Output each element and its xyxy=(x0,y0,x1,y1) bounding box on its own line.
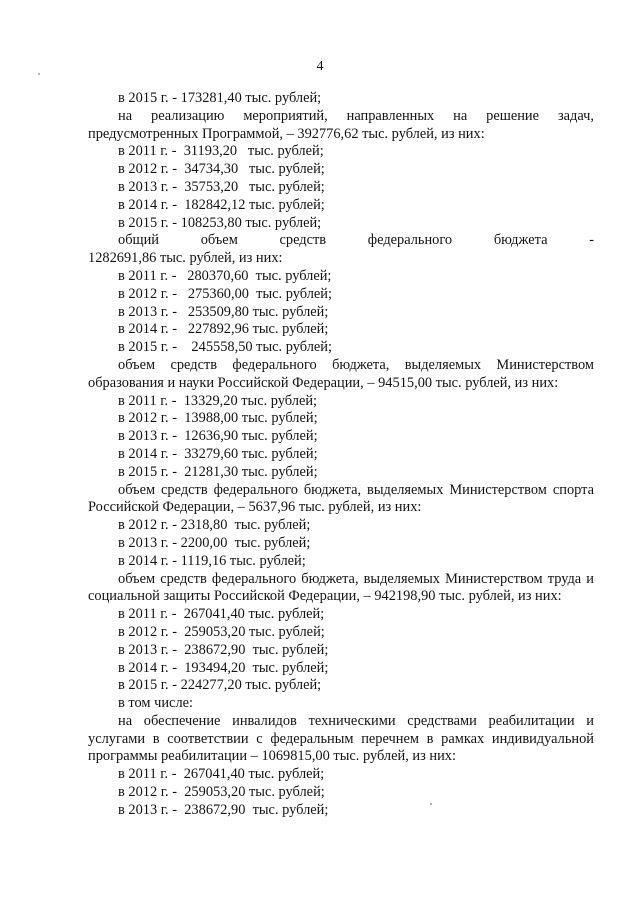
list-item: в 2015 г. - 21281,30 тыс. рублей; xyxy=(118,463,318,480)
scan-speck xyxy=(38,73,40,75)
paragraph-including: в том числе: xyxy=(118,695,194,712)
paragraph-federal-total-line2: 1282691,86 тыс. рублей, из них: xyxy=(88,250,283,267)
list-education-by-year xyxy=(88,393,594,482)
list-item: в 2011 г. - 31193,20 тыс. рублей; xyxy=(118,143,324,160)
list-item: в 2013 г. - 2200,00 тыс. рублей; xyxy=(118,534,311,551)
list-item: в 2012 г. - 2318,80 тыс. рублей; xyxy=(118,517,311,534)
list-item: в 2013 г. - 253509,80 тыс. рублей; xyxy=(118,303,329,320)
list-item: в 2015 г. - 173281,40 тыс. рублей; xyxy=(118,90,322,106)
list-rehabilitation-by-year xyxy=(88,766,594,819)
document-body xyxy=(88,90,594,820)
list-item: в 2013 г. - 238672,90 тыс. рублей; xyxy=(118,801,329,818)
list-item: в 2011 г. - 267041,40 тыс. рублей; xyxy=(118,766,325,783)
list-item: в 2014 г. - 227892,96 тыс. рублей; xyxy=(118,321,329,338)
paragraph-education-ministry: объем средств федерального бюджета, выделяемых Министерством образования и науки Российской Федерации, – 94515,00 тыс. рублей, из них: xyxy=(88,356,594,391)
paragraph-federal-total-line1: общий объем средств федерального бюджета - xyxy=(118,232,594,249)
paragraph-labour-ministry: объем средств федерального бюджета, выделяемых Министерством труда и социальной защиты Российской Федерации, – 942198,90 тыс. рублей, из них: xyxy=(88,570,594,605)
list-item: в 2015 г. - 108253,80 тыс. рублей; xyxy=(118,214,322,231)
list-item: в 2011 г. - 13329,20 тыс. рублей; xyxy=(118,392,318,409)
list-item: в 2015 г. - 245558,50 тыс. рублей; xyxy=(118,339,332,356)
list-item: в 2014 г. - 1119,16 тыс. рублей; xyxy=(118,552,306,569)
list-item: в 2015 г. - 224277,20 тыс. рублей; xyxy=(118,677,322,694)
paragraph-sport-ministry: объем средств федерального бюджета, выделяемых Министерством спорта Российской Федерации, – 5637,96 тыс. рублей, из них: xyxy=(88,481,594,516)
list-item: в 2014 г. - 33279,60 тыс. рублей; xyxy=(118,445,318,462)
list-item: в 2013 г. - 35753,20 тыс. рублей; xyxy=(118,178,325,195)
page-number: 4 xyxy=(316,59,324,74)
list-item: в 2012 г. - 34734,30 тыс. рублей; xyxy=(118,161,325,178)
list-measures-by-year xyxy=(88,143,594,232)
list-item: в 2012 г. - 259053,20 тыс. рублей; xyxy=(118,784,325,801)
list-item: в 2012 г. - 275360,00 тыс. рублей; xyxy=(118,285,332,302)
paragraph-rehabilitation: на обеспечение инвалидов техническими средствами реабилитации и услугами в соответствии с федеральным перечнем в рамках индивидуальной программы реабилитации – 1069815,00 тыс. рублей, из них: xyxy=(88,712,594,765)
list-labour-by-year xyxy=(88,606,594,695)
paragraph-measures: на реализацию мероприятий, направленных на решение задач, предусмотренных Программой, – 392776,62 тыс. рублей, из них: xyxy=(88,107,594,142)
list-item: в 2011 г. - 267041,40 тыс. рублей; xyxy=(118,606,325,623)
list-item: в 2014 г. - 182842,12 тыс. рублей; xyxy=(118,196,325,213)
list-item: в 2011 г. - 280370,60 тыс. рублей; xyxy=(118,267,332,284)
list-item: в 2013 г. - 12636,90 тыс. рублей; xyxy=(118,428,318,445)
list-sport-by-year xyxy=(88,517,594,570)
list-federal-by-year xyxy=(88,268,594,357)
list-item: в 2012 г. - 13988,00 тыс. рублей; xyxy=(118,410,318,427)
list-item: в 2013 г. - 238672,90 тыс. рублей; xyxy=(118,641,329,658)
list-item: в 2014 г. - 193494,20 тыс. рублей; xyxy=(118,659,329,676)
list-item: в 2012 г. - 259053,20 тыс. рублей; xyxy=(118,623,325,640)
